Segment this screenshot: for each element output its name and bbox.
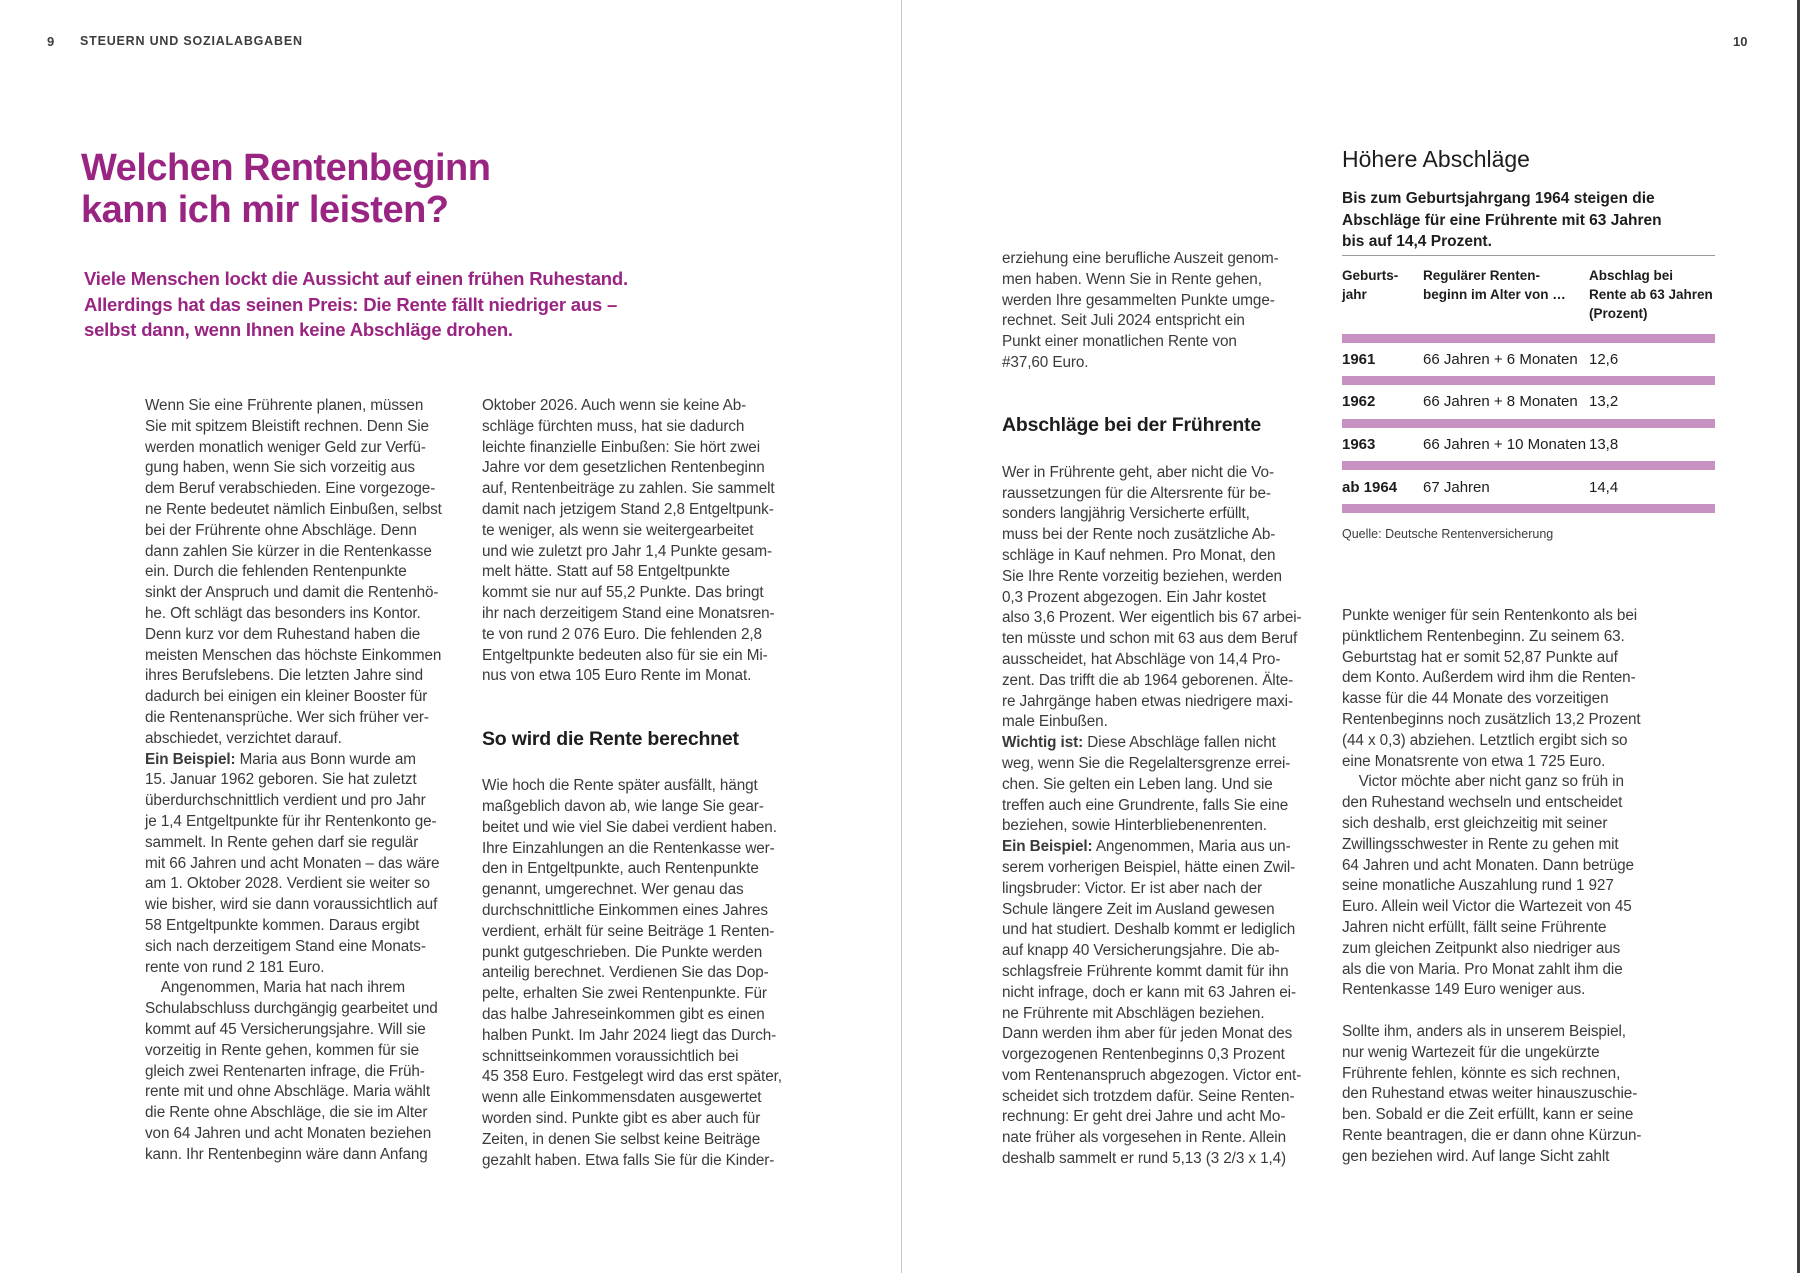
infobox-hoehere-abschlaege	[1342, 144, 1715, 541]
text-line: Geburtstag hat er somit 52,87 Punkte auf	[1342, 648, 1618, 666]
text-line: Punkt einer monatlichen Rente von	[1002, 333, 1237, 351]
table-row-group	[1342, 461, 1715, 504]
text-line: men haben. Wenn Sie in Rente gehen,	[1002, 270, 1262, 288]
text-line: und wie zuletzt pro Jahr 1,4 Punkte gesam-	[482, 542, 772, 560]
text-line: dem Beruf verabschieden. Eine vorgezoge-	[145, 480, 436, 498]
text-line: nicht infrage, doch er kann mit 63 Jahren ei-	[1002, 983, 1296, 1001]
text-line: 15. Januar 1962 geboren. Sie hat zuletzt	[145, 771, 417, 789]
text-line: Rente beantragen, die er dann ohne Kürzun-	[1342, 1126, 1642, 1144]
text-line: Sie Ihre Rente vorzeitig beziehen, werden	[1002, 567, 1282, 585]
header-line: Abschlag bei	[1589, 267, 1674, 283]
text-line: mit 66 Jahren und acht Monaten – das wäre	[145, 854, 440, 872]
text-line: kommt sie nur auf 55,2 Punkte. Das bringt	[482, 584, 764, 602]
header-line: jahr	[1342, 286, 1367, 302]
text-line: damit nach jetzigem Stand 2,8 Entgeltpunk-	[482, 500, 774, 518]
text-line: kommt auf 45 Versicherungsjahre. Will sie	[145, 1020, 426, 1038]
table-header	[1342, 266, 1715, 323]
table-top-rule	[1342, 255, 1715, 256]
right-page-number: 10	[1733, 34, 1748, 49]
text-line: kasse für die 44 Monate des vorzeitigen	[1342, 690, 1609, 708]
text-line: chen. Sie gelten ein Leben lang. Und sie	[1002, 775, 1273, 793]
table-row-bar	[1342, 376, 1715, 385]
text-line: als die von Maria. Pro Monat zahlt ihm die	[1342, 960, 1623, 978]
article-title	[81, 147, 490, 231]
table-row-group	[1342, 376, 1715, 419]
text-line: 58 Entgeltpunkte kommen. Daraus ergibt	[145, 916, 420, 934]
text-line: je 1,4 Entgeltpunkte für ihr Rentenkonto ge-	[145, 812, 437, 830]
text-line: dem Konto. Außerdem wird ihm die Renten-	[1342, 669, 1636, 687]
text-line: rente von rund 2 181 Euro.	[145, 958, 325, 976]
text-line: zent. Das trifft die ab 1964 geborenen. Älte-	[1002, 671, 1294, 689]
text-line: sammelt. In Rente gehen darf sie regulär	[145, 833, 419, 851]
text-line: dann zahlen Sie kürzer in die Rentenkasse	[145, 542, 432, 560]
text-line: lingsbruder: Victor. Er ist aber nach der	[1002, 879, 1263, 897]
text-line: wie bisher, wird sie dann voraussichtlich auf	[145, 896, 438, 914]
text-line: Ein Beispiel: Maria aus Bonn wurde am	[145, 750, 416, 768]
text-line: 45 358 Euro. Festgelegt wird das erst später,	[482, 1068, 782, 1086]
text-line: raussetzungen für die Altersrente für be-	[1002, 484, 1271, 502]
text-line: genannt, umgerechnet. Wer genau das	[482, 881, 744, 899]
text-line: ne Frührente mit Abschlägen beziehen.	[1002, 1004, 1265, 1022]
text-line: die Rente ohne Abschläge, die sie im Alter	[145, 1104, 428, 1122]
text-line: von 64 Jahren und acht Monaten beziehen	[145, 1124, 432, 1142]
article-title-line: kann ich mir leisten?	[81, 189, 449, 231]
text-line: vorgezogenen Rentenbeginns 0,3 Prozent	[1002, 1046, 1285, 1064]
article-intro	[84, 266, 628, 343]
text-line: überdurchschnittlich verdient und pro Jahr	[145, 792, 426, 810]
text-line: seine monatliche Auszahlung rund 1 927	[1342, 877, 1614, 895]
cell-abschlag: 13,8	[1589, 435, 1619, 453]
cell-rentenbeginn: 66 Jahren + 8 Monaten	[1423, 393, 1578, 411]
text-line: nate früher als vorgesehen in Rente. Allein	[1002, 1129, 1286, 1147]
text-line: te von rund 2 076 Euro. Die fehlenden 2,8	[482, 625, 762, 643]
table-row-bar	[1342, 419, 1715, 428]
text-line: beitet und wie viel Sie dabei verdient haben.	[482, 818, 777, 836]
text-line: treffen auch eine Grundrente, falls Sie eine	[1002, 796, 1289, 814]
text-line: #37,60 Euro.	[1002, 353, 1089, 371]
text-line: schnittseinkommen voraussichtlich bei	[482, 1047, 739, 1065]
text-line: anteilig berechnet. Verdienen Sie das Dop-	[482, 964, 769, 982]
text-line: muss bei der Rente noch zusätzliche Ab-	[1002, 526, 1276, 544]
text-line: nus von etwa 105 Euro Rente im Monat.	[482, 667, 752, 685]
text-line: den in Entgeltpunkte, auch Rentenpunkte	[482, 860, 759, 878]
text-line: Oktober 2026. Auch wenn sie keine Ab-	[482, 397, 747, 414]
text-line: beziehen, sowie Hinterbliebenenrenten.	[1002, 817, 1267, 835]
text-line: Zwillingsschwester in Rente zu gehen mit	[1342, 835, 1619, 853]
text-line: den Ruhestand etwas weiter hinauszuschie-	[1342, 1085, 1638, 1103]
article-title-line: Welchen Rentenbeginn	[81, 147, 491, 189]
text-line: und hat studiert. Deshalb kommt er lediglich	[1002, 921, 1296, 939]
text-line: Dann werden ihm aber für jeden Monat des	[1002, 1025, 1293, 1043]
text-line: sinkt der Anspruch und damit die Rentenhö-	[145, 584, 439, 602]
table-source: Quelle: Deutsche Rentenversicherung	[1342, 526, 1554, 541]
section-heading-rente-berechnet: So wird die Rente berechnet	[482, 728, 739, 751]
text-line: Wenn Sie eine Frührente planen, müssen	[145, 397, 424, 414]
text-line: he. Oft schlägt das besonders ins Kontor.	[145, 604, 421, 622]
text-line: male Einbußen.	[1002, 713, 1108, 731]
text-line: durchschnittliche Einkommen eines Jahres	[482, 901, 768, 919]
cell-abschlag: 14,4	[1589, 478, 1619, 496]
text-line: die Rentenansprüche. Wer sich früher ver-	[145, 708, 429, 726]
text-line: gezahlt haben. Etwa falls Sie für die Kinder-	[482, 1151, 775, 1169]
text-line: 64 Jahren und acht Monaten. Dann betrüge	[1342, 856, 1634, 874]
table-row-bar	[1342, 461, 1715, 470]
text-line	[1342, 1001, 1682, 1022]
cell-geburtsjahr: ab 1964	[1342, 478, 1398, 496]
text-line: kann. Ihr Rentenbeginn wäre dann Anfang	[145, 1145, 428, 1163]
text-line: (44 x 0,3) abziehen. Letztlich ergibt sich so	[1342, 731, 1628, 749]
text-line: sich nach derzeitigem Stand eine Monats-	[145, 937, 426, 955]
text-line: meisten Menschen das höchste Einkommen	[145, 646, 442, 664]
header-line: Rente ab 63 Jahren	[1589, 286, 1713, 302]
header-line: Regulärer Renten-	[1423, 267, 1541, 283]
intro-line: selbst dann, wenn Ihnen keine Abschläge drohen.	[84, 319, 513, 340]
infobox-subtitle-line: bis auf 14,4 Prozent.	[1342, 233, 1492, 250]
text-line: Sie mit spitzem Bleistift rechnen. Denn Sie	[145, 417, 429, 435]
infobox-subtitle-line: Abschläge für eine Frührente mit 63 Jahren	[1342, 211, 1662, 229]
text-line: Entgeltpunkte bedeuten also für sie ein Mi-	[482, 646, 768, 664]
table-body	[1342, 334, 1715, 504]
text-line: bei der Frührente ohne Abschläge. Denn	[145, 521, 417, 539]
table-row-group	[1342, 334, 1715, 377]
text-line: Victor möchte aber nicht ganz so früh in	[1342, 773, 1624, 791]
text-line: auf, Rentenbeiträge zu zahlen. Sie sammelt	[482, 480, 775, 498]
column-2-part-1	[482, 396, 802, 687]
text-line: leichte finanzielle Einbußen: Sie hört zwei	[482, 438, 760, 456]
table-row	[1342, 470, 1715, 504]
infobox-subtitle	[1342, 188, 1715, 253]
cell-abschlag: 13,2	[1589, 393, 1619, 411]
column-a-part-1	[1002, 249, 1302, 374]
text-line: Ein Beispiel: Angenommen, Maria aus un-	[1002, 838, 1291, 856]
text-line: ihr nach derzeitigem Stand eine Monatsren-	[482, 604, 775, 622]
text-line: wenn alle Einkommensdaten ausgewertet	[482, 1089, 762, 1107]
text-line: das halbe Jahreseinkommen gibt es einen	[482, 1005, 765, 1023]
cell-geburtsjahr: 1963	[1342, 435, 1376, 453]
column-2-part-2	[482, 776, 802, 1171]
text-line: verdient, erhält für seine Beiträge 1 Renten-	[482, 922, 775, 940]
text-line: auf knapp 40 Versicherungsjahre. Die ab-	[1002, 942, 1280, 960]
text-line: Frührente fehlen, könnte es sich rechnen,	[1342, 1064, 1621, 1082]
table-bottom-bar	[1342, 504, 1715, 513]
table-row	[1342, 385, 1715, 419]
text-line: maßgeblich davon ab, wie lange Sie gear-	[482, 797, 764, 815]
text-line: ne Rente bedeutet nämlich Einbußen, selbst	[145, 500, 442, 518]
text-line: Wer in Frührente geht, aber nicht die Vo-	[1002, 463, 1274, 481]
text-line: gen beziehen wird. Auf lange Sicht zahlt	[1342, 1147, 1610, 1165]
text-line: Schule längere Zeit im Ausland gewesen	[1002, 900, 1275, 918]
text-line: Sollte ihm, anders als in unserem Beispiel,	[1342, 1022, 1626, 1040]
left-section-label: STEUERN UND SOZIALABGABEN	[80, 34, 303, 48]
text-line: eine Monatsrente von etwa 1 725 Euro.	[1342, 752, 1606, 770]
text-line: Ihre Einzahlungen an die Rentenkasse wer-	[482, 839, 775, 857]
text-line: schläge fürchten muss, hat sie dadurch	[482, 417, 745, 435]
table-row-bar	[1342, 334, 1715, 343]
text-line: deshalb sammelt er rund 5,13 (3 2/3 x 1,4)	[1002, 1150, 1287, 1168]
infobox-subtitle-line: Bis zum Geburtsjahrgang 1964 steigen die	[1342, 190, 1655, 207]
text-line: halben Punkt. Im Jahr 2024 liegt das Durch-	[482, 1026, 777, 1044]
text-line: werden monatlich weniger Geld zur Verfü-	[145, 438, 426, 456]
text-line: rechnung: Er geht drei Jahre und acht Mo-	[1002, 1108, 1286, 1126]
text-line: gung haben, wenn Sie sich vorzeitig aus	[145, 459, 415, 477]
table-row	[1342, 343, 1715, 377]
right-page-column-a	[1002, 249, 1302, 1170]
text-line: te weniger, als wenn sie weitergearbeitet	[482, 521, 754, 539]
header-line: beginn im Alter von …	[1423, 286, 1566, 302]
infobox-title: Höhere Abschläge	[1342, 146, 1530, 172]
text-line: worden sind. Punkte gibt es aber auch für	[482, 1109, 761, 1127]
text-line: gleich zwei Rentenarten infrage, die Früh-	[145, 1062, 425, 1080]
text-line: Wie hoch die Rente später ausfällt, hängt	[482, 777, 758, 795]
table-header-abschlag	[1589, 266, 1715, 323]
text-line: schläge in Kauf nehmen. Pro Monat, den	[1002, 546, 1276, 564]
cell-rentenbeginn: 67 Jahren	[1423, 478, 1490, 496]
text-line: ein. Durch die fehlenden Rentenpunkte	[145, 563, 407, 581]
text-line: Zeiten, in denen Sie selbst keine Beiträge	[482, 1130, 761, 1148]
text-line: 0,3 Prozent abgezogen. Ein Jahr kostet	[1002, 588, 1267, 606]
text-line: serem vorherigen Beispiel, hätte einen Zwil-	[1002, 858, 1296, 876]
text-line: rente mit und ohne Abschläge. Maria wählt	[145, 1083, 431, 1101]
text-line: ben. Sobald er die Zeit erfüllt, kann er seine	[1342, 1106, 1634, 1124]
text-line: Euro. Allein weil Victor die Wartezeit von 45	[1342, 898, 1632, 916]
text-line: rechnet. Seit Juli 2024 entspricht ein	[1002, 312, 1245, 330]
cell-geburtsjahr: 1961	[1342, 350, 1376, 368]
left-page-column-1	[145, 396, 465, 1165]
section-heading-abschlaege: Abschläge bei der Frührente	[1002, 413, 1261, 436]
left-page-column-2	[482, 396, 802, 1171]
cell-rentenbeginn: 66 Jahren + 6 Monaten	[1423, 350, 1578, 368]
text-line: ausscheidet, hat Abschläge von 14,4 Pro-	[1002, 650, 1281, 668]
text-line: Rentenbeginns noch zusätzlich 13,2 Prozent	[1342, 710, 1641, 728]
text-line: ihres Berufslebens. Die letzten Jahre sind	[145, 667, 424, 685]
cell-rentenbeginn: 66 Jahren + 10 Monaten	[1423, 435, 1587, 453]
text-line: den Ruhestand wechseln und entscheidet	[1342, 794, 1623, 812]
text-line: sonders langjährig Versicherte erfüllt,	[1002, 505, 1250, 523]
text-line: Angenommen, Maria hat nach ihrem	[145, 979, 405, 997]
intro-line: Viele Menschen lockt die Aussicht auf einen frühen Ruhestand.	[84, 268, 628, 289]
text-line: am 1. Oktober 2028. Verdient sie weiter so	[145, 875, 430, 893]
text-line: Wichtig ist: Diese Abschläge fallen nicht	[1002, 734, 1276, 752]
intro-line: Allerdings hat das seinen Preis: Die Rente fällt niedriger aus –	[84, 293, 618, 315]
text-line: Jahre vor dem gesetzlichen Rentenbeginn	[482, 459, 765, 477]
text-line: pelte, erhalten Sie zwei Rentenpunkte. Für	[482, 985, 767, 1003]
page-divider-rule	[901, 0, 902, 1273]
text-line: dadurch bei einigen ein kleiner Booster für	[145, 688, 428, 706]
header-line: (Prozent)	[1589, 305, 1648, 321]
column-a-part-2	[1002, 463, 1302, 1170]
text-line: scheidet sich trotzdem dafür. Seine Renten-	[1002, 1087, 1295, 1105]
text-line: vom Rentenanspruch abgezogen. Victor ent-	[1002, 1066, 1302, 1084]
text-line: werden Ihre gesammelten Punkte umge-	[1002, 291, 1275, 309]
table-header-rentenbeginn	[1423, 266, 1589, 323]
table-row	[1342, 428, 1715, 462]
text-line: punkt gutgeschrieben. Die Punkte werden	[482, 943, 763, 961]
text-line: Rentenkasse 149 Euro weniger aus.	[1342, 981, 1586, 999]
text-line: abschiedet, verzichtet darauf.	[145, 729, 342, 747]
text-line: schlagsfreie Frührente kommt damit für ihn	[1002, 962, 1289, 980]
text-line: ten müsste und schon mit 63 aus dem Beruf	[1002, 630, 1298, 648]
text-line: re Jahrgänge haben etwas niedrigere maxi-	[1002, 692, 1293, 710]
text-line: weg, wenn Sie die Regelaltersgrenze errei-	[1002, 754, 1291, 772]
text-line: also 3,6 Prozent. Wer eigentlich bis 67 arbei-	[1002, 609, 1302, 627]
left-page-number: 9	[47, 34, 55, 49]
table-header-geburtsjahr	[1342, 266, 1423, 323]
text-line: Denn kurz vor dem Ruhestand haben die	[145, 625, 421, 643]
right-page-column-b	[1342, 606, 1682, 1168]
text-line: nur wenig Wartezeit für die ungekürzte	[1342, 1043, 1600, 1061]
cell-abschlag: 12,6	[1589, 350, 1619, 368]
cell-geburtsjahr: 1962	[1342, 393, 1376, 411]
text-line: melt hätte. Statt auf 58 Entgeltpunkte	[482, 563, 730, 581]
text-line: sich deshalb, erst gleichzeitig mit seiner	[1342, 814, 1608, 832]
text-line: zum gleichen Zeitpunkt also niedriger aus	[1342, 939, 1621, 957]
text-line: Jahren nicht erfüllt, fällt seine Frührente	[1342, 918, 1607, 936]
header-line: Geburts-	[1342, 267, 1399, 283]
text-line: pünktlichem Rentenbeginn. Zu seinem 63.	[1342, 627, 1625, 645]
text-line: erziehung eine berufliche Auszeit genom-	[1002, 250, 1279, 267]
text-line: vorzeitig in Rente gehen, kommen für sie	[145, 1041, 420, 1059]
text-line: Schulabschluss durchgängig gearbeitet und	[145, 1000, 438, 1018]
table-row-group	[1342, 419, 1715, 462]
text-line: Punkte weniger für sein Rentenkonto als bei	[1342, 607, 1638, 624]
